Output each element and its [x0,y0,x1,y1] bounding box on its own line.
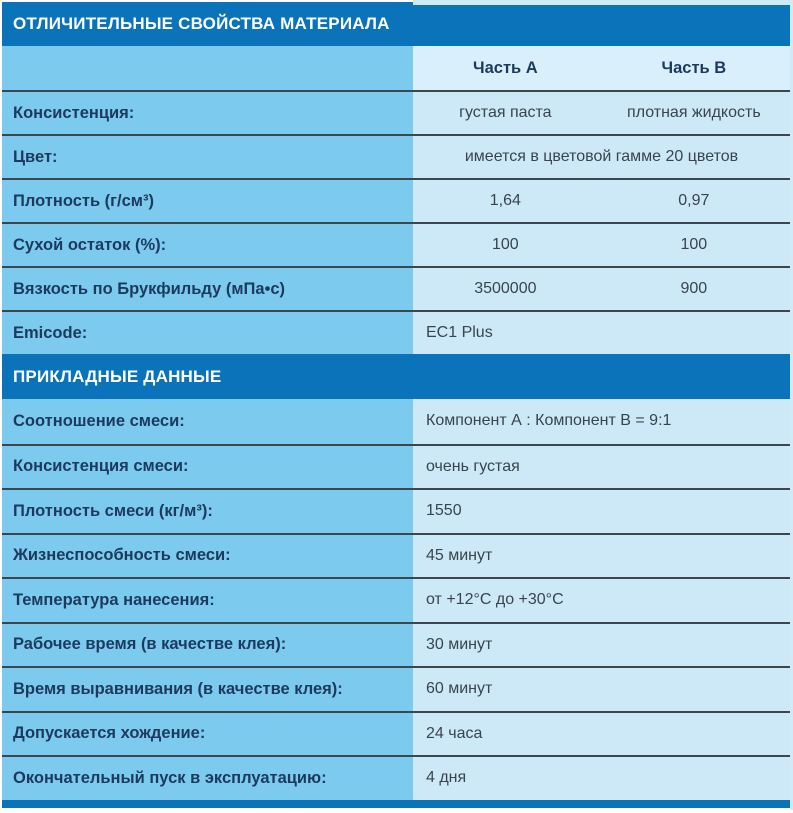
table-row-mix-ratio [2,399,790,444]
section2-title: ПРИКЛАДНЫЕ ДАННЫЕ [13,366,222,386]
row-label: Вязкость по Брукфильду (мПа•с) [2,268,413,310]
value-left: 30 минут [426,635,493,653]
row-values [413,668,790,711]
row-values [413,180,790,222]
row-label: Время выравнивания (в качестве клея): [2,668,413,711]
value-left: EC1 Plus [426,324,493,341]
row-values [413,579,790,622]
empty-label-cell [2,46,413,90]
column-headers [413,46,790,90]
table-row-foot-traffic [2,711,790,756]
value-span: имеется в цветовой гамме 20 цветов [464,148,739,165]
row-values [413,446,790,489]
table-row-leveling-time [2,666,790,711]
column-header-row [2,46,790,90]
row-label: Температура нанесения: [2,579,413,622]
section1-header [2,2,790,46]
value-part-a: 100 [492,236,519,253]
value-part-a: 3500000 [474,280,537,297]
value-left: 60 минут [426,680,493,698]
col-header-part-a: Часть А [473,58,538,77]
row-label: Emicode: [2,312,413,354]
table-row-solids [2,222,790,266]
value-part-a: густая паста [459,104,552,121]
properties-table [2,2,790,808]
row-values [413,92,790,134]
value-left: 4 дня [426,769,467,787]
col-header-part-b: Часть В [661,58,727,77]
row-values [413,312,790,354]
row-label: Соотношение смеси: [2,399,413,444]
value-left: очень густая [426,457,520,475]
row-label: Плотность (г/см³) [2,180,413,222]
row-label: Плотность смеси (кг/м³): [2,490,413,533]
row-label: Окончательный пуск в эксплуатацию: [2,757,413,800]
value-left: 45 минут [426,546,493,564]
row-values [413,399,790,444]
row-label: Консистенция: [2,92,413,134]
row-label: Цвет: [2,136,413,178]
row-label: Сухой остаток (%): [2,224,413,266]
table-row-pot-life [2,533,790,578]
row-values [413,268,790,310]
value-part-b: 900 [680,280,708,297]
row-values [413,136,790,178]
value-left: от +12°С до +30°С [426,591,564,609]
value-left: 24 часа [426,724,483,742]
value-part-b: 100 [680,236,708,253]
table-row-mix-density [2,488,790,533]
row-label: Жизнеспособность смеси: [2,535,413,578]
value-part-b: 0,97 [678,192,710,209]
table-row-viscosity [2,266,790,310]
table-row-application-temp [2,577,790,622]
row-values [413,713,790,756]
table-row-working-time [2,622,790,667]
section2-header [2,354,790,399]
table-row-emicode [2,310,790,354]
top-edge-strip [413,0,790,5]
row-label: Допускается хождение: [2,713,413,756]
row-values [413,535,790,578]
table-row-density [2,178,790,222]
row-values [413,624,790,667]
row-values [413,490,790,533]
table-row-consistency [2,90,790,134]
value-part-b: плотная жидкость [627,104,761,121]
bottom-section-bar [2,800,790,808]
table-row-color [2,134,790,178]
value-part-a: 1,64 [489,192,521,209]
row-values [413,224,790,266]
section1-title: ОТЛИЧИТЕЛЬНЫЕ СВОЙСТВА МАТЕРИАЛА [13,14,390,33]
value-left: 1550 [426,502,462,520]
value-left: Компонент А : Компонент В = 9:1 [426,412,672,430]
table-row-mix-consistency [2,444,790,489]
row-values [413,757,790,800]
row-label: Рабочее время (в качестве клея): [2,624,413,667]
table-row-full-cure [2,755,790,800]
row-label: Консистенция смеси: [2,446,413,489]
